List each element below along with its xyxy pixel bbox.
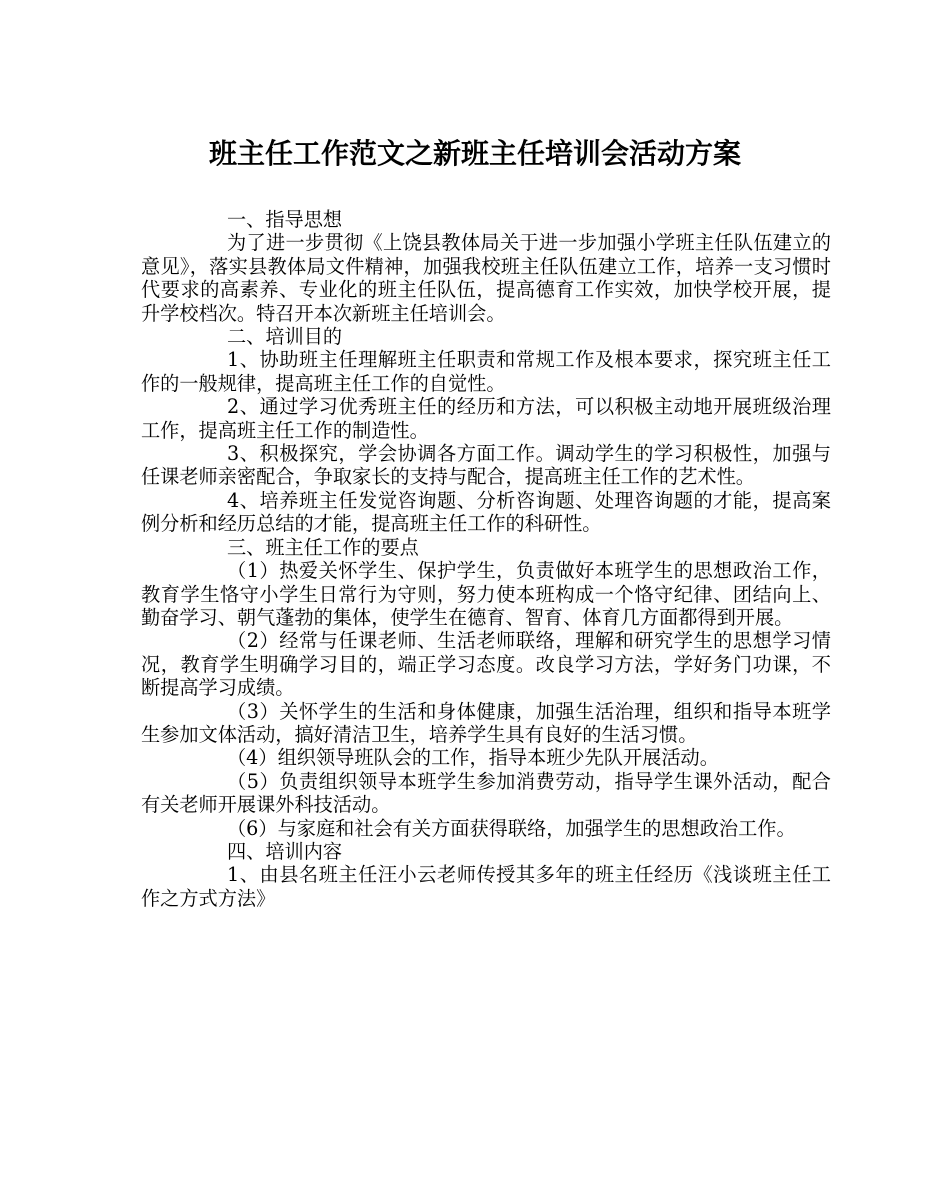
section-heading-guiding-ideology: 一、指导思想: [227, 208, 343, 231]
document-body: [141, 208, 831, 910]
paragraph-key-point-3: （3）关怀学生的生活和身体健康，加强生活治理，组织和指导本班学生参加文体活动，搞好清洁卫生，培养学生具有良好的生活习惯。: [141, 699, 831, 746]
section-heading-training-content: 四、培训内容: [227, 839, 343, 863]
paragraph-key-point-5: （5）负责组织领导本班学生参加消费劳动，指导学生课外活动，配合有关老师开展课外科技活动。: [141, 769, 831, 817]
paragraph-purpose-1: 1、协助班主任理解班主任职责和常规工作及根本要求，探究班主任工作的一般规律，提高班主任工作的自觉性。: [141, 348, 831, 395]
paragraph-key-point-6: （6）与家庭和社会有关方面获得联络，加强学生的思想政治工作。: [227, 816, 796, 840]
paragraph-key-point-4: （4）组织领导班队会的工作，指导本班少先队开展活动。: [227, 746, 719, 770]
section-heading-training-purpose: 二、培训目的: [227, 325, 343, 349]
section-heading-key-points: 三、班主任工作的要点: [227, 535, 419, 559]
paragraph-guiding-ideology: 为了进一步贯彻《上饶县教体局关于进一步加强小学班主任队伍建立的意见》，落实县教体局文件精神，加强我校班主任队伍建立工作，培养一支习惯时代要求的高素养、专业化的班主任队伍，提高德育工作实效，加快学校开展，提升学校档次。特召开本次新班主任培训会。: [141, 231, 831, 325]
paragraph-content-1: 1、由县名班主任汪小云老师传授其多年的班主任经历《浅谈班主任工作之方式方法》: [141, 863, 831, 910]
paragraph-purpose-4: 4、培养班主任发觉咨询题、分析咨询题、处理咨询题的才能，提高案例分析和经历总结的才能，提高班主任工作的科研性。: [141, 488, 831, 536]
paragraph-purpose-2: 2、通过学习优秀班主任的经历和方法，可以积极主动地开展班级治理工作，提高班主任工作的制造性。: [141, 395, 831, 442]
paragraph-key-point-1: （1）热爱关怀学生、保护学生，负责做好本班学生的思想政治工作，教育学生恪守小学生日常行为守则，努力使本班构成一个恪守纪律、团结向上、勤奋学习、朝气蓬勃的集体，使学生在德育、智育、体育几方面都得到开展。: [141, 559, 831, 629]
paragraph-key-point-2: （2）经常与任课老师、生活老师联络，理解和研究学生的思想学习情况，教育学生明确学习目的，端正学习态度。改良学习方法，学好务门功课，不断提高学习成绩。: [141, 629, 831, 700]
paragraph-purpose-3: 3、积极探究，学会协调各方面工作。调动学生的学习积极性，加强与任课老师亲密配合，争取家长的支持与配合，提高班主任工作的艺术性。: [141, 442, 831, 489]
document-title: 班主任工作范文之新班主任培训会活动方案: [208, 137, 741, 170]
